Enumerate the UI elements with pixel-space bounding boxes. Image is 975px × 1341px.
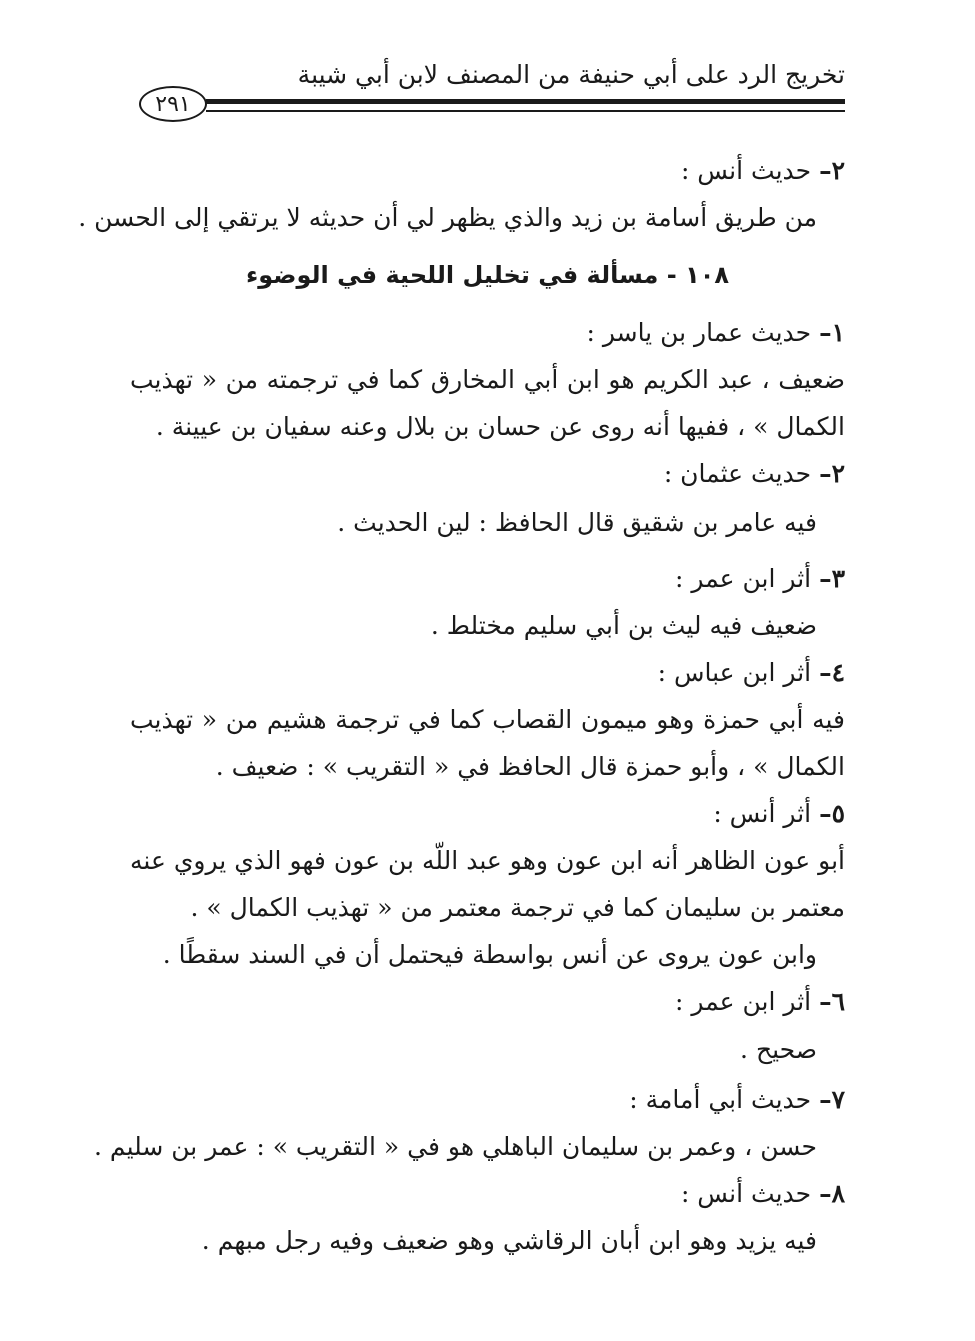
item-heading — [130, 314, 845, 354]
item-number: ٣– — [819, 564, 845, 593]
body-line: صحيح . — [740, 1035, 817, 1064]
item-heading — [130, 983, 845, 1023]
body-line: وابن عون يروى عن أنس بواسطة فيحتمل أن في السند سقطًا . — [162, 940, 817, 969]
item-heading — [130, 1081, 845, 1121]
body-line: الكمال » ، ففيها أنه روى عن حسان بن بلال وعنه سفيان بن عيينة . — [155, 412, 845, 441]
item-heading — [130, 654, 845, 694]
body-line: حسن ، وعمر بن سليمان الباهلي هو في « التقريب » : عمر بن سليم . — [94, 1132, 817, 1161]
item-heading — [130, 152, 845, 192]
item-heading — [130, 1175, 845, 1215]
item-number: ٢– — [819, 459, 845, 488]
body-line: ضعيف ، عبد الكريم هو ابن أبي المخارق كما في ترجمته من « تهذيب — [130, 365, 845, 394]
item-number: ٨– — [819, 1179, 845, 1208]
body-line: الكمال » ، وأبو حمزة قال الحافظ في « التقريب » : ضعيف . — [215, 752, 845, 781]
item-title: حديث عمار بن ياسر : — [586, 318, 820, 347]
item-number: ١– — [819, 318, 845, 347]
header-rule-thin — [206, 110, 845, 112]
item-number: ٥– — [819, 799, 845, 828]
item-number: ٦– — [819, 987, 845, 1016]
item-heading — [130, 455, 845, 495]
item-heading — [130, 795, 845, 835]
page-number-badge: ٢٩١ — [139, 86, 207, 122]
body-line: فيه أبي حمزة وهو ميمون القصاب كما في ترجمة هشيم من « تهذيب — [130, 705, 845, 734]
item-number: ٢– — [819, 156, 845, 185]
item-heading — [130, 560, 845, 600]
item-number: ٧– — [819, 1085, 845, 1114]
header-rule-thick — [206, 99, 845, 104]
body-line: أبو عون الظاهر أنه ابن عون وهو عبد اللّه بن عون فهو الذي يروي عنه — [130, 846, 845, 875]
item-title: حديث أنس : — [680, 156, 820, 185]
item-title: أثر أنس : — [713, 799, 820, 828]
body-line: فيه يزيد وهو ابن أبان الرقاشي وهو ضعيف وفيه رجل مبهم . — [201, 1226, 817, 1255]
item-title: حديث أبي أمامة : — [629, 1085, 820, 1114]
running-title: تخريج الرد على أبي حنيفة من المصنف لابن أبي شيبة — [297, 60, 845, 89]
item-title: حديث أنس : — [680, 1179, 820, 1208]
item-title: أثر ابن عباس : — [657, 658, 820, 687]
body-line: ضعيف فيه ليث بن أبي سليم مختلط . — [430, 611, 817, 640]
body-line: فيه عامر بن شقيق قال الحافظ : لين الحديث . — [337, 508, 817, 537]
item-number: ٤– — [819, 658, 845, 687]
body-line: معتمر بن سليمان كما في ترجمة معتمر من « تهذيب الكمال » . — [190, 893, 845, 922]
body-line: من طريق أسامة بن زيد والذي يظهر لي أن حديثه لا يرتقي إلى الحسن . — [78, 203, 817, 232]
item-title: أثر ابن عمر : — [675, 987, 820, 1016]
section-heading: ١٠٨ - مسألة في تخليل اللحية في الوضوء — [245, 261, 730, 289]
item-title: حديث عثمان : — [663, 459, 820, 488]
item-title: أثر ابن عمر : — [675, 564, 820, 593]
